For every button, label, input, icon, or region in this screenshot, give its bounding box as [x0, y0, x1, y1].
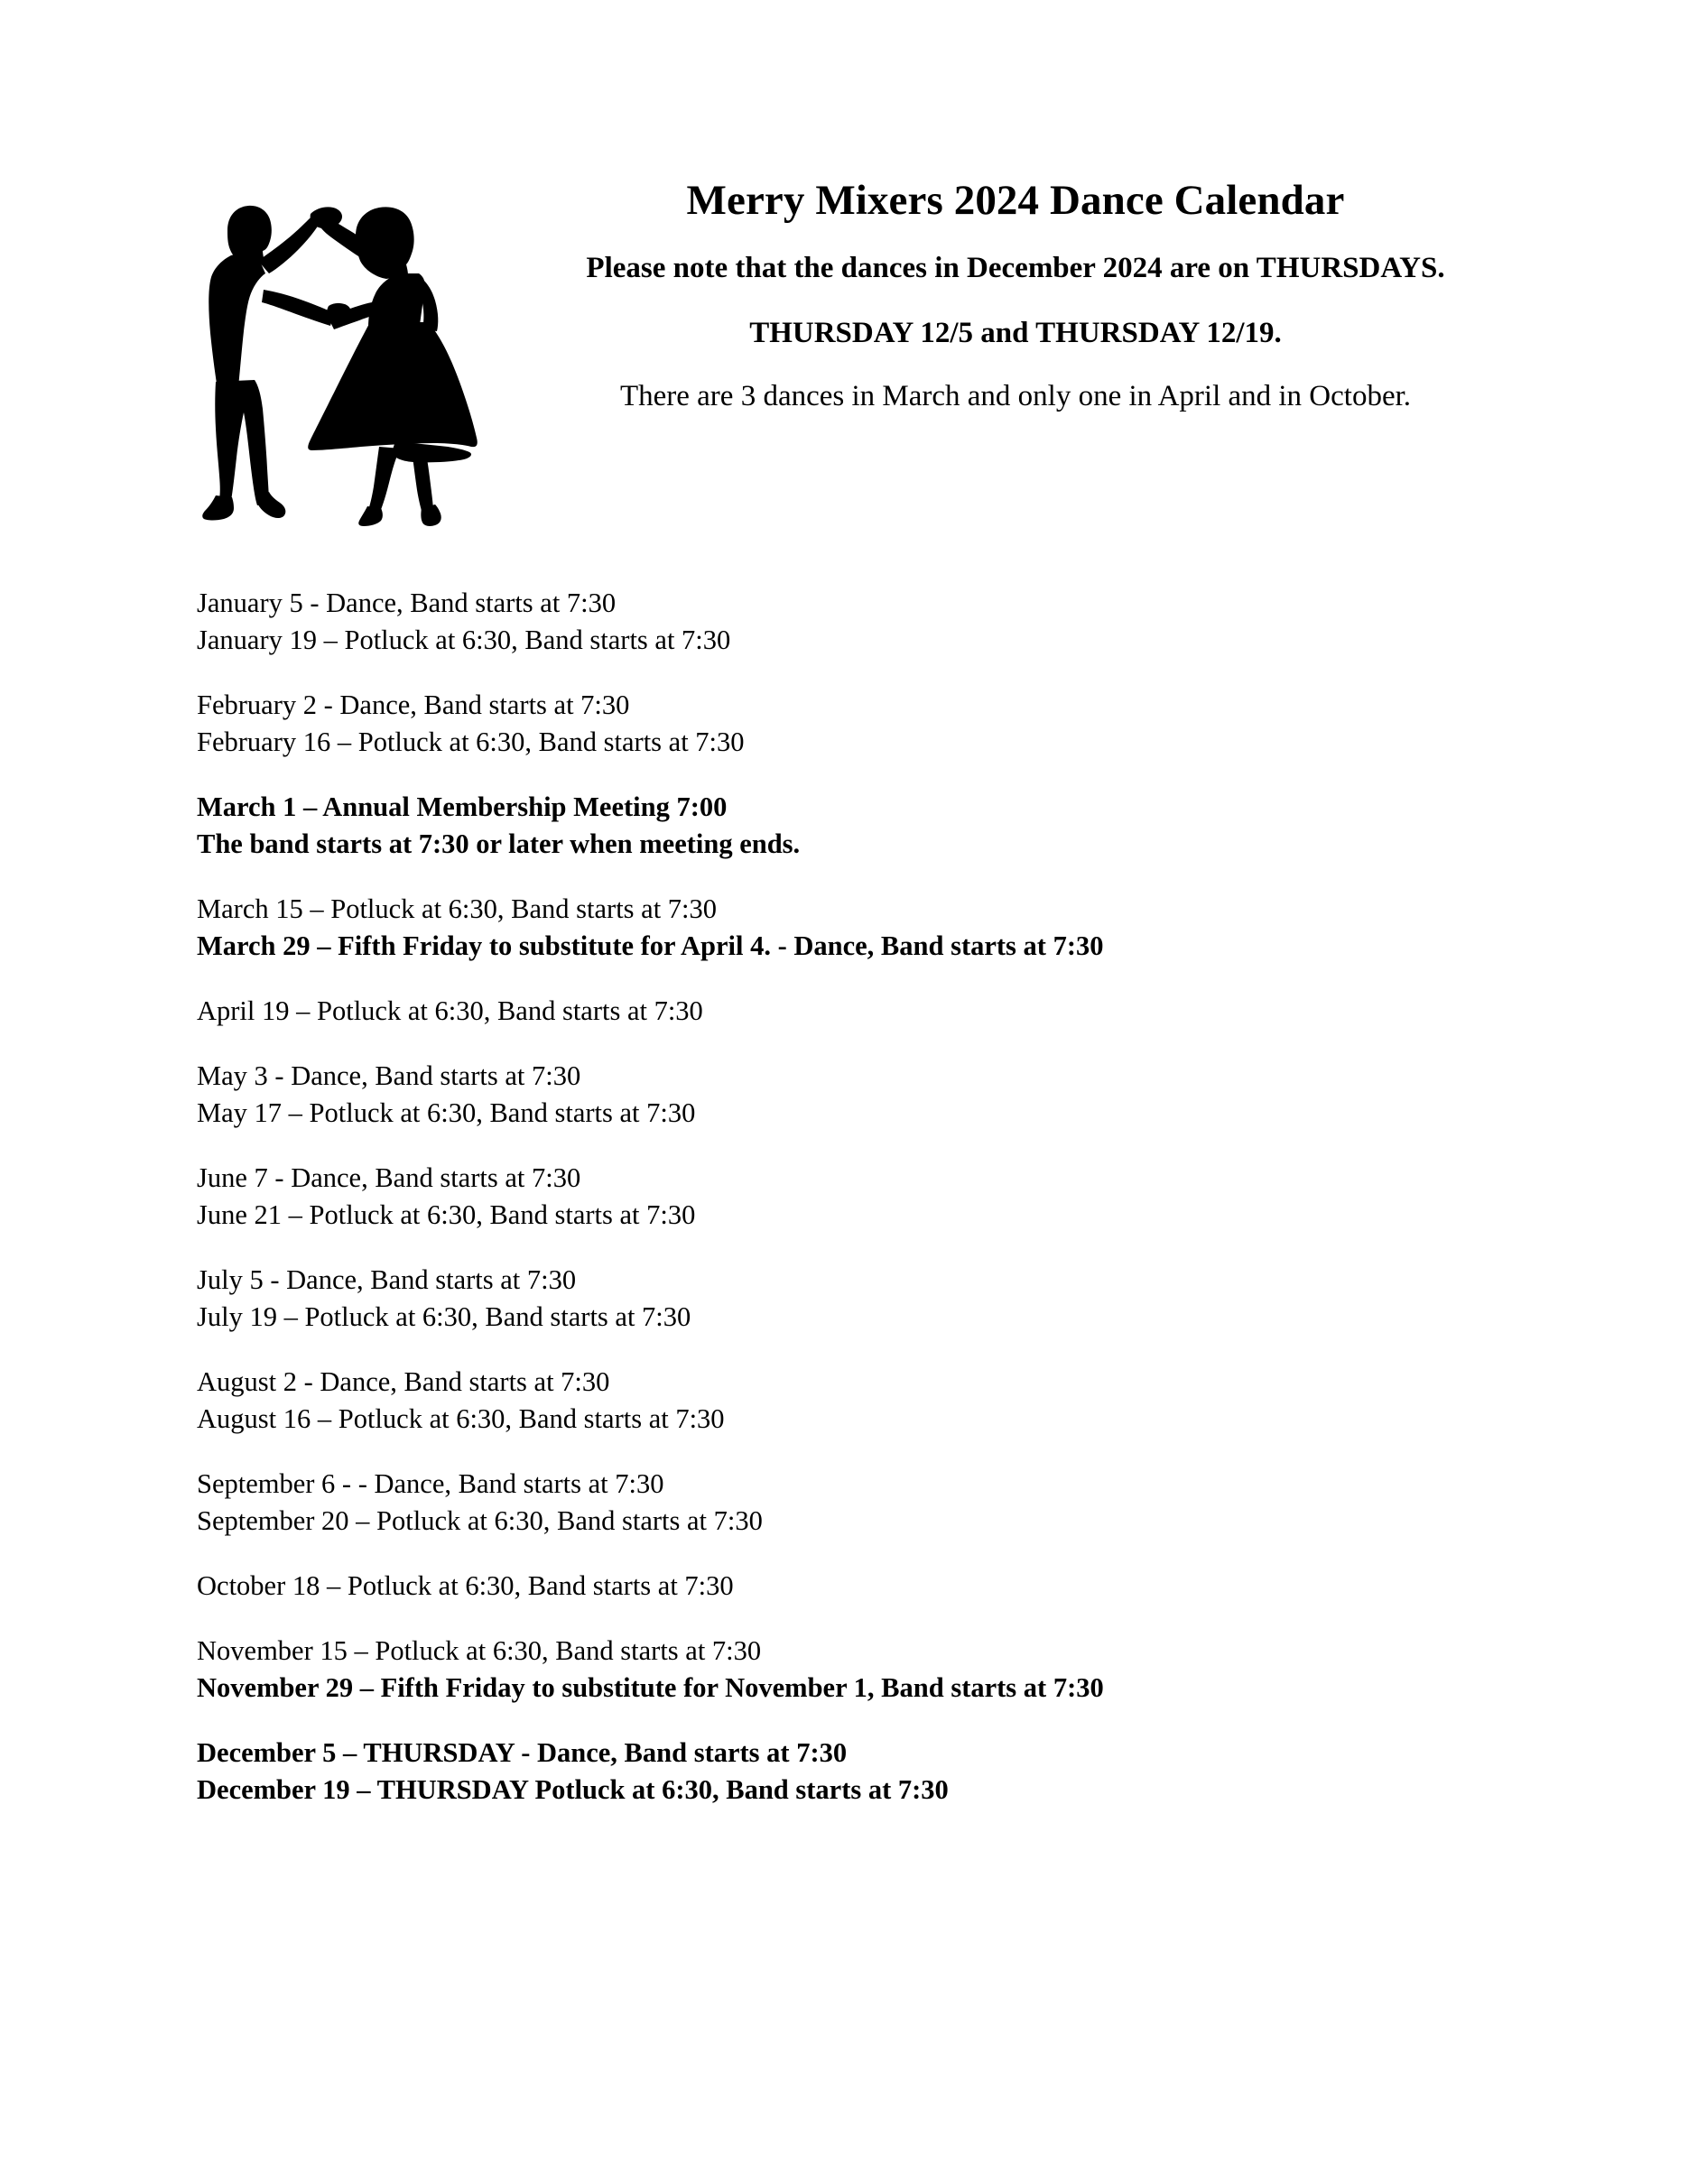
- schedule-group: [197, 585, 1551, 659]
- schedule-group: [197, 1058, 1551, 1132]
- schedule-entry: November 15 – Potluck at 6:30, Band starts at 7:30: [197, 1635, 762, 1667]
- schedule-entry: January 19 – Potluck at 6:30, Band starts at 7:30: [197, 625, 731, 656]
- schedule-group: [197, 1633, 1551, 1707]
- schedule-entry: June 21 – Potluck at 6:30, Band starts at 7:30: [197, 1199, 696, 1231]
- march-april-october-notice: There are 3 dances in March and only one in April and in October.: [619, 380, 1412, 413]
- schedule-entry: May 17 – Potluck at 6:30, Band starts at 7:30: [197, 1097, 696, 1129]
- document-header: [0, 176, 1688, 564]
- schedule-entry: July 19 – Potluck at 6:30, Band starts at 7:30: [197, 1301, 691, 1333]
- schedule-group: [197, 1364, 1551, 1438]
- schedule-entry: March 1 – Annual Membership Meeting 7:00: [197, 791, 728, 823]
- header-text-block: [542, 176, 1489, 416]
- schedule-entry: October 18 – Potluck at 6:30, Band starts at 7:30: [197, 1570, 734, 1602]
- schedule-group: [197, 1466, 1551, 1540]
- schedule-group: [197, 687, 1551, 761]
- schedule-entry: February 2 - Dance, Band starts at 7:30: [197, 689, 630, 721]
- schedule-entry: March 29 – Fifth Friday to substitute for April 4. - Dance, Band starts at 7:30: [197, 930, 1104, 962]
- schedule-entry: July 5 - Dance, Band starts at 7:30: [197, 1264, 577, 1296]
- schedule-entry: August 16 – Potluck at 6:30, Band starts at 7:30: [197, 1403, 725, 1435]
- december-thursdays-notice: Please note that the dances in December 2024 are on THURSDAYS.: [586, 252, 1445, 285]
- schedule-entry: December 19 – THURSDAY Potluck at 6:30, Band starts at 7:30: [197, 1774, 949, 1806]
- schedule-entry: February 16 – Potluck at 6:30, Band starts at 7:30: [197, 726, 745, 758]
- page-title: Merry Mixers 2024 Dance Calendar: [686, 177, 1345, 224]
- schedule-entry: May 3 - Dance, Band starts at 7:30: [197, 1060, 581, 1092]
- schedule-entry: August 2 - Dance, Band starts at 7:30: [197, 1366, 610, 1398]
- schedule-entry: January 5 - Dance, Band starts at 7:30: [197, 588, 617, 618]
- december-dates-notice: THURSDAY 12/5 and THURSDAY 12/19.: [749, 317, 1282, 350]
- schedule-entry: The band starts at 7:30 or later when meeting ends.: [197, 828, 801, 860]
- dance-schedule-list: [197, 585, 1551, 1809]
- schedule-entry: June 7 - Dance, Band starts at 7:30: [197, 1162, 581, 1194]
- schedule-group: [197, 1160, 1551, 1234]
- schedule-entry: March 15 – Potluck at 6:30, Band starts at 7:30: [197, 893, 718, 925]
- schedule-group: [197, 1568, 1551, 1605]
- schedule-entry: September 6 - - Dance, Band starts at 7:30: [197, 1468, 664, 1500]
- schedule-group: [197, 1262, 1551, 1336]
- schedule-entry: September 20 – Potluck at 6:30, Band starts at 7:30: [197, 1505, 763, 1537]
- schedule-group: [197, 789, 1551, 863]
- dancing-couple-silhouette-icon: [191, 196, 498, 532]
- schedule-group: [197, 993, 1551, 1030]
- schedule-entry: April 19 – Potluck at 6:30, Band starts at 7:30: [197, 995, 703, 1027]
- schedule-entry: November 29 – Fifth Friday to substitute for November 1, Band starts at 7:30: [197, 1672, 1104, 1704]
- schedule-entry: December 5 – THURSDAY - Dance, Band starts at 7:30: [197, 1737, 848, 1769]
- schedule-group: [197, 891, 1551, 965]
- schedule-group: [197, 1735, 1551, 1809]
